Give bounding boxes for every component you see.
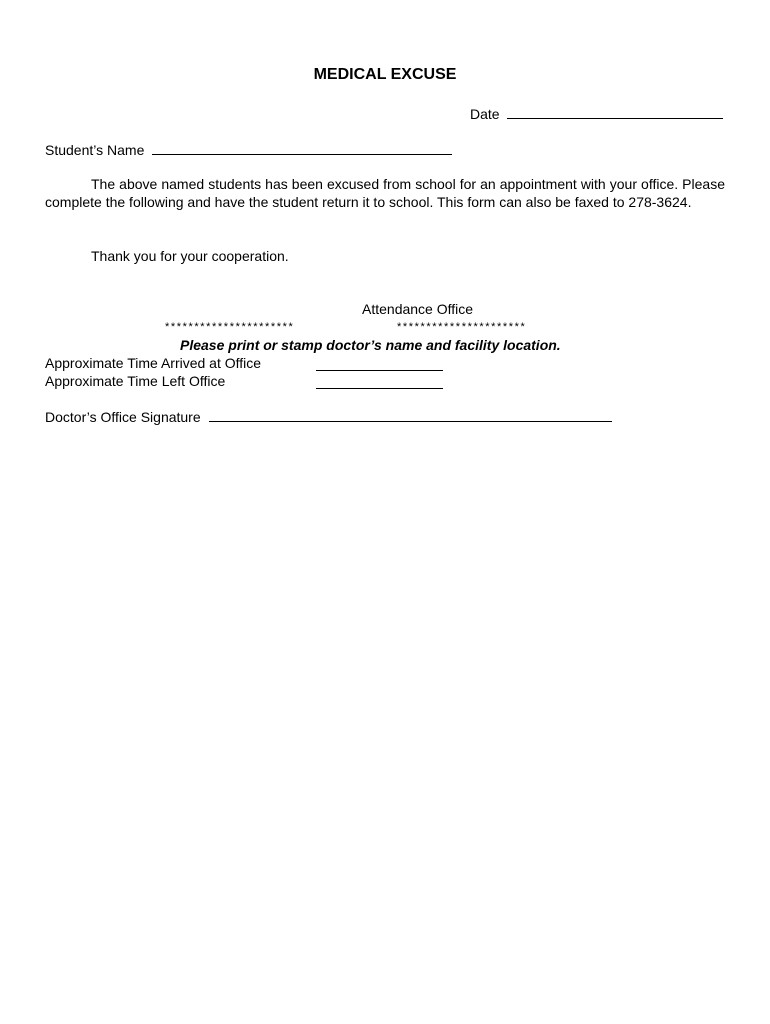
doctor-instruction: Please print or stamp doctor’s name and facility location. xyxy=(180,337,561,353)
attendance-office-signoff: Attendance Office xyxy=(362,301,474,317)
separator-stars-right: ********************** xyxy=(397,321,527,333)
separator-stars-left: ********************** xyxy=(165,321,295,333)
student-name-field[interactable] xyxy=(152,140,452,155)
signature-label: Doctor’s Office Signature xyxy=(45,409,201,425)
time-left-field[interactable] xyxy=(316,374,443,389)
date-field[interactable] xyxy=(507,104,723,119)
excuse-paragraph xyxy=(45,175,725,211)
student-name-label: Student’s Name xyxy=(45,142,145,158)
form-title: MEDICAL EXCUSE xyxy=(313,66,457,83)
time-arrived-label: Approximate Time Arrived at Office xyxy=(45,355,262,371)
time-arrived-field[interactable] xyxy=(316,356,443,371)
date-row xyxy=(470,104,723,123)
student-name-row xyxy=(45,140,452,159)
date-label: Date xyxy=(470,106,500,122)
thanks-text: Thank you for your cooperation. xyxy=(91,248,289,264)
excuse-paragraph-text: The above named students has been excused from school for an appointment with your office. Please complete the following and have the student return it to school. This form can also be faxed to 278-3624. xyxy=(45,176,725,210)
time-left-label: Approximate Time Left Office xyxy=(45,373,226,389)
signature-row xyxy=(45,407,612,426)
signature-field[interactable] xyxy=(209,407,612,422)
